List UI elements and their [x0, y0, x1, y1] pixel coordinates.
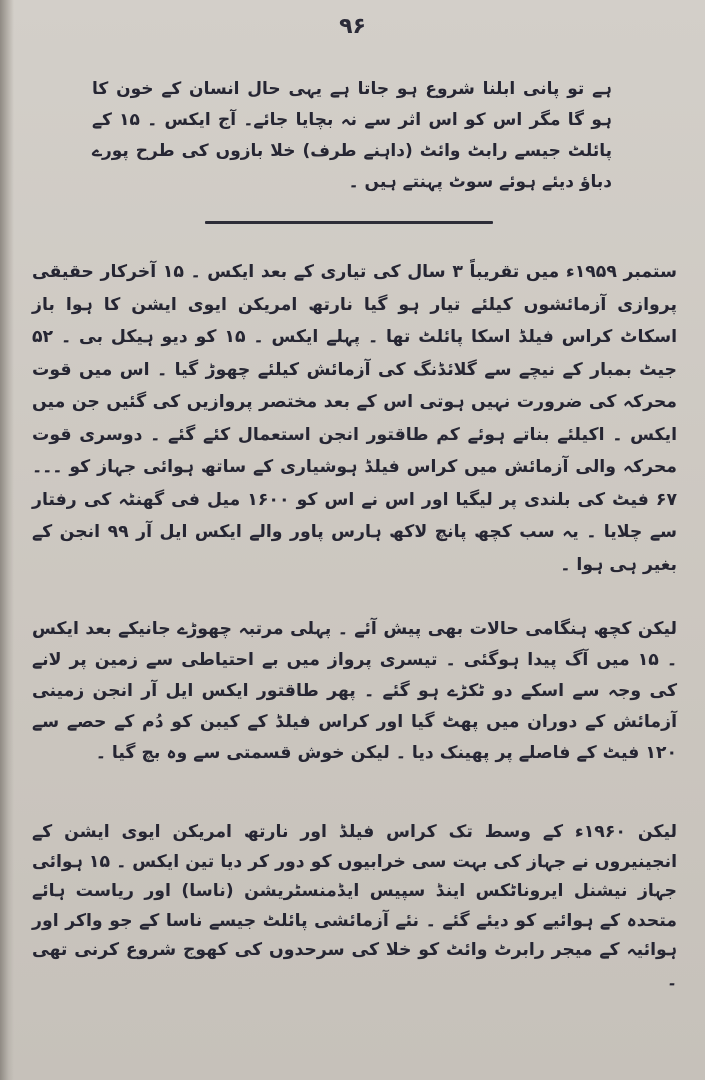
intro-paragraph: ہے تو پانی ابلنا شروع ہو جاتا ہے یہی حال انسان کے خون کا ہو گا مگر اس کو اس اثر سے نہ بچایا جائے۔ آج ایکس ۔ ۱۵ کے پائلٹ جیسے رابٹ وائٹ (داہنے طرف) خلا بازوں کی طرح پورے دباؤ دیئے ہوئے سوٹ پہنتے ہیں ۔: [92, 79, 613, 192]
body-paragraph-3: لیکن ۱۹۶۰ء کے وسط تک کراس فیلڈ اور نارتھ امریکن ایوی ایشن کے انجینیروں نے جہاز کی بہت سی خرابیوں کو دور کر دیا تین ایکس ۔ ۱۵ ہوائی جہاز نیشنل ایروناٹکس اینڈ سپیس ایڈمنسٹریشن (ناسا) اور ریاست ہائے متحدہ کے ہوائیے کو دیئے گئے ۔ نئے آزمائشی پائلٹ جیسے ناسا کے جو واکر اور ہوائیہ کے میجر رابرٹ وائٹ کو خلا کی سرحدوں کی کھوج شروع کرنی تھی ۔: [32, 822, 678, 990]
body-paragraph-2: لیکن کچھ ہنگامی حالات بھی پیش آئے ۔ پہلی مرتبہ چھوڑے جانیکے بعد ایکس ۔ ۱۵ میں آگ پیدا ہوگئی ۔ تیسری پرواز میں بے احتیاطی سے زمین پر لانے کی وجہ سے اسکے دو ٹکڑے ہو گئے ۔ پھر طاقتور ایکس ایل آر انجن زمینی آزمائش کے دوران میں پھٹ گیا اور کراس فیلڈ کے کیبن کو دُم کے حصے سے ۱۲۰ فیٹ کے فاصلے پر پھینک دیا ۔ لیکن خوش قسمتی سے وہ بچ گیا ۔: [32, 619, 677, 763]
page-spine-shadow: [0, 0, 14, 1080]
page-number: ۹۶: [339, 14, 366, 39]
body-paragraph-1: ستمبر ۱۹۵۹ء میں تقریباً ۳ سال کی تیاری کے بعد ایکس ۔ ۱۵ آخرکار حقیقی پروازی آزمائشوں کیلئے تیار ہو گیا نارتھ امریکن ایوی ایشن کا ہوا باز اسکاٹ کراس فیلڈ اسکا پائلٹ تھا ۔ پہلے ایکس ۔ ۱۵ کو دیو ہیکل بی ۔ ۵۲ جیٹ بمبار کے نیچے سے گلائڈنگ کی آزمائش کیلئے چھوڑ گیا ۔ اس میں قوت محرکہ کی ضرورت نہیں ہوتی اس کے بعد مختصر پروازیں کی گئیں جن میں ایکس ۔ اکیلئے بناتے ہوئے کم طاقتور انجن استعمال کئے گئے ۔ دوسری قوت محرکہ والی آزمائش میں کراس فیلڈ ہوشیاری کے ساتھ ہوائی جہاز کو ۔۔۔ ۶۷ فیٹ کی بلندی پر لیگیا اور اس نے اس کو ۱۶۰۰ میل فی گھنٹہ کی رفتار سے چلایا ۔ یہ سب کچھ پانچ لاکھ ہارس پاور والے ایکس ایل آر ۹۹ انجن کے بغیر ہی ہوا ۔: [32, 262, 677, 575]
section-divider: [205, 221, 493, 224]
